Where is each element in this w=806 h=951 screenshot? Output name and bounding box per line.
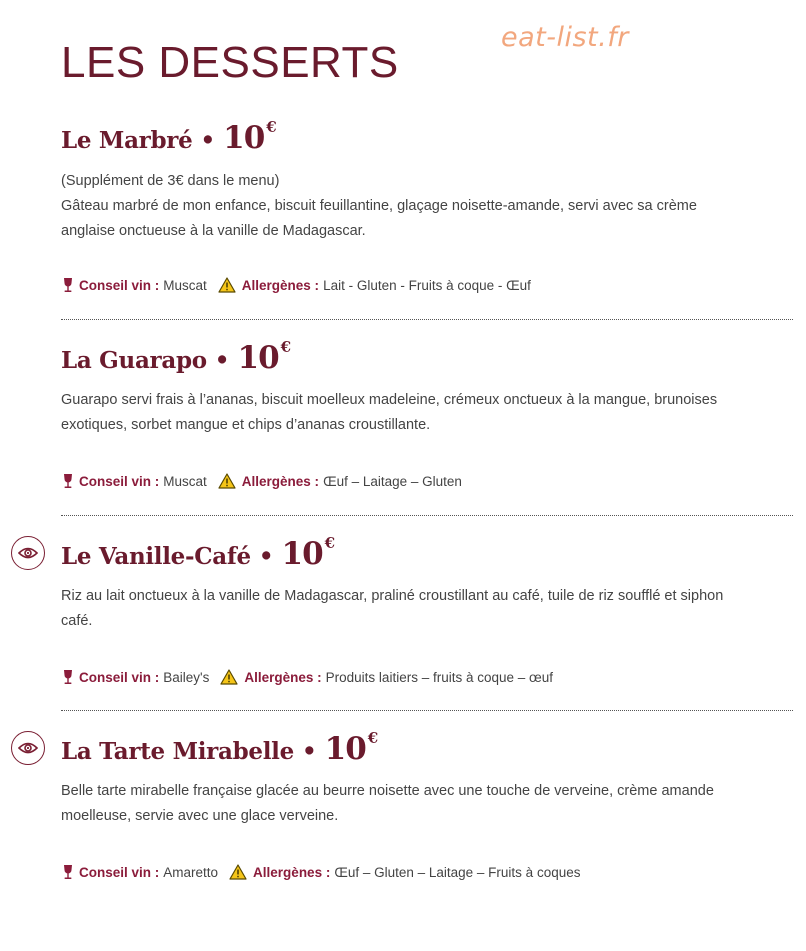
dish-price: 10 xyxy=(237,340,279,376)
divider xyxy=(61,710,793,711)
warning-icon xyxy=(220,669,238,685)
description-line: Guarapo servi frais à l’ananas, biscuit moelleux madeleine, crémeux onctueux à la mangue, brunoises xyxy=(61,392,718,408)
description-line: Belle tarte mirabelle française glacée au beurre noisette avec une touche de verveine, crème amande xyxy=(61,783,714,799)
wine-label: Conseil vin : xyxy=(79,473,160,489)
wine-glass-icon xyxy=(61,473,75,489)
description-line: café. xyxy=(61,613,93,629)
eye-icon xyxy=(18,546,38,560)
eye-icon xyxy=(18,741,38,755)
warning-icon xyxy=(218,473,236,489)
wine-label: Conseil vin : xyxy=(79,864,160,880)
allergens-label: Allergènes : xyxy=(244,669,322,685)
allergens-value: Produits laitiers – fruits à coque – œuf xyxy=(325,669,554,685)
view-photo-button[interactable] xyxy=(11,536,45,570)
description-line: anglaise onctueuse à la vanille de Madagascar. xyxy=(61,223,366,239)
wine-glass-icon xyxy=(61,864,75,880)
description-line: Riz au lait onctueux à la vanille de Madagascar, praliné croustillant au café, tuile de riz soufflé et siphon xyxy=(61,588,724,604)
currency-symbol: € xyxy=(280,338,292,356)
wine-value: Bailey's xyxy=(163,669,210,685)
description-line: Gâteau marbré de mon enfance, biscuit feuillantine, glaçage noisette-amande, servi avec sa crème xyxy=(61,198,697,214)
warning-icon xyxy=(218,277,236,293)
dish-heading xyxy=(61,120,277,160)
dish-meta xyxy=(61,277,531,293)
dish-separator: • xyxy=(214,347,230,374)
dish-meta xyxy=(61,864,580,880)
page-title: LES DESSERTS xyxy=(61,38,399,87)
dish-description xyxy=(61,779,781,829)
currency-symbol: € xyxy=(266,118,277,136)
dish-price: 10 xyxy=(223,120,265,156)
wine-glass-icon xyxy=(61,669,75,685)
wine-label: Conseil vin : xyxy=(79,669,160,685)
dish-description xyxy=(61,584,781,634)
watermark: eat-list.fr xyxy=(501,22,629,53)
dish-price: 10 xyxy=(324,731,366,767)
dish-heading xyxy=(61,731,378,771)
dish-name: Le Vanille-Café xyxy=(61,543,251,570)
dish-name: Le Marbré xyxy=(61,127,193,154)
dish-name: La Guarapo xyxy=(61,347,207,374)
allergens-label: Allergènes : xyxy=(241,473,320,489)
wine-label: Conseil vin : xyxy=(79,277,160,293)
currency-symbol: € xyxy=(367,729,379,747)
dish-meta xyxy=(61,669,553,685)
dish-separator: • xyxy=(200,127,216,154)
dish-meta xyxy=(61,473,462,489)
allergens-value: Œuf – Laitage – Gluten xyxy=(323,473,462,489)
divider xyxy=(61,515,793,516)
dish-separator: • xyxy=(258,543,274,570)
dish-separator: • xyxy=(301,738,317,765)
allergens-value: Lait - Gluten - Fruits à coque - Œuf xyxy=(323,277,531,293)
dish-heading xyxy=(61,340,291,380)
divider xyxy=(61,319,793,320)
description-line: (Supplément de 3€ dans le menu) xyxy=(61,173,280,189)
description-line: moelleuse, servie avec une glace verveine. xyxy=(61,808,339,824)
allergens-label: Allergènes : xyxy=(253,864,331,880)
dish-price: 10 xyxy=(281,536,323,572)
allergens-label: Allergènes : xyxy=(241,277,320,293)
wine-value: Muscat xyxy=(163,277,207,293)
dish-name: La Tarte Mirabelle xyxy=(61,738,294,765)
view-photo-button[interactable] xyxy=(11,731,45,765)
wine-value: Muscat xyxy=(163,473,207,489)
description-line: exotiques, sorbet mangue et chips d’ananas croustillante. xyxy=(61,417,431,433)
allergens-value: Œuf – Gluten – Laitage – Fruits à coques xyxy=(334,864,581,880)
currency-symbol: € xyxy=(324,534,336,552)
dish-description xyxy=(61,169,781,244)
wine-glass-icon xyxy=(61,277,75,293)
dish-description xyxy=(61,388,781,438)
dish-heading xyxy=(61,536,335,576)
wine-value: Amaretto xyxy=(163,864,219,880)
warning-icon xyxy=(229,864,247,880)
